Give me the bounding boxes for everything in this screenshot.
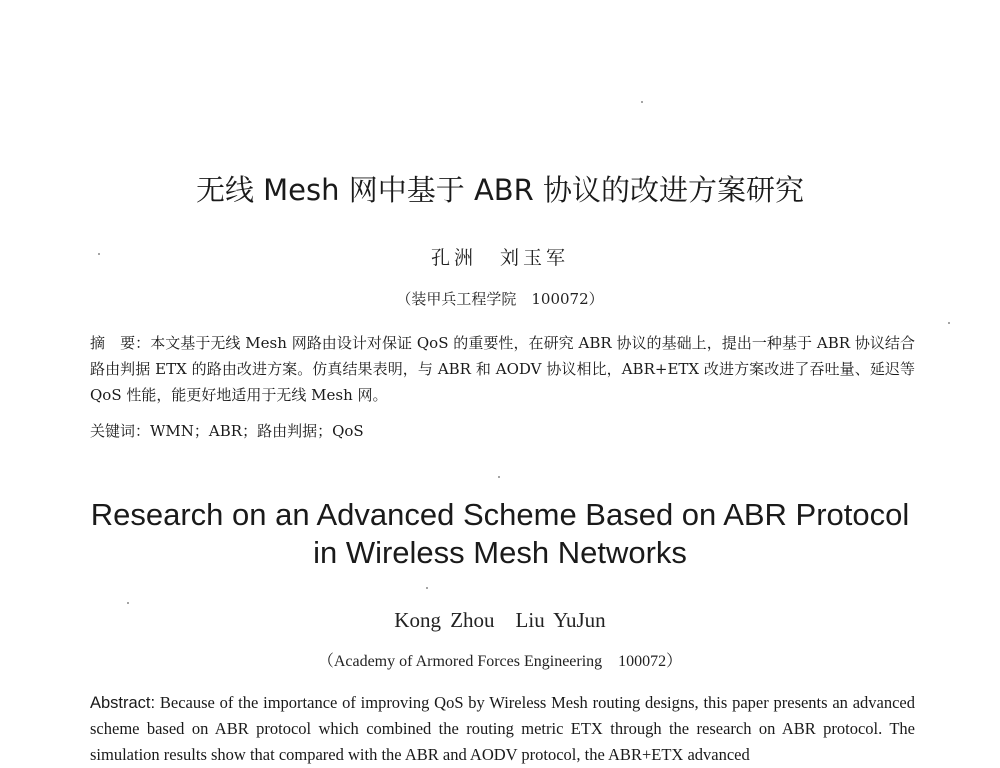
english-authors: Kong Zhou Liu YuJun xyxy=(394,608,606,632)
chinese-abstract-label: 摘 要： xyxy=(90,334,151,352)
english-title-line-2: in Wireless Mesh Networks xyxy=(313,535,687,570)
chinese-title: 无线 Mesh 网中基于 ABR 协议的改进方案研究 xyxy=(195,173,805,207)
english-abstract xyxy=(90,690,915,768)
english-abstract-text: Because of the importance of improving QoS by Wireless Mesh routing designs, this paper presents an advanced scheme based on ABR protocol which combined the routing metric ETX through the research on ABR protocol. The simulation results show that compared with the ABR and AODV protocol, the ABR+ETX advanced xyxy=(90,693,915,764)
scan-speck xyxy=(641,101,643,103)
scan-speck xyxy=(498,476,500,478)
scan-speck xyxy=(98,253,100,255)
scan-speck xyxy=(426,587,428,589)
scan-speck xyxy=(127,602,129,604)
english-title xyxy=(0,496,1000,572)
chinese-abstract xyxy=(90,330,915,408)
chinese-keywords-text: WMN；ABR；路由判据；QoS xyxy=(150,422,364,440)
chinese-authors: 孔洲 刘玉军 xyxy=(430,247,569,269)
english-abstract-label: Abstract: xyxy=(90,694,156,712)
chinese-abstract-text: 本文基于无线 Mesh 网路由设计对保证 QoS 的重要性，在研究 ABR 协议的基础上，提出一种基于 ABR 协议结合路由判据 ETX 的路由改进方案。仿真结果表明，与 ABR 和 AODV 协议相比，ABR+ETX 改进方案改进了吞吐量、延迟等 QoS 性能，能更好地适用于无线 Mesh 网。 xyxy=(90,334,915,404)
english-affiliation: （Academy of Armored Forces Engineering 100072） xyxy=(317,653,683,670)
chinese-keywords-label: 关键词： xyxy=(90,422,151,440)
chinese-keywords xyxy=(90,420,364,441)
scan-speck xyxy=(948,322,950,324)
chinese-affiliation: （装甲兵工程学院 100072） xyxy=(396,290,604,308)
english-title-line-1: Research on an Advanced Scheme Based on ABR Protocol xyxy=(90,497,910,532)
